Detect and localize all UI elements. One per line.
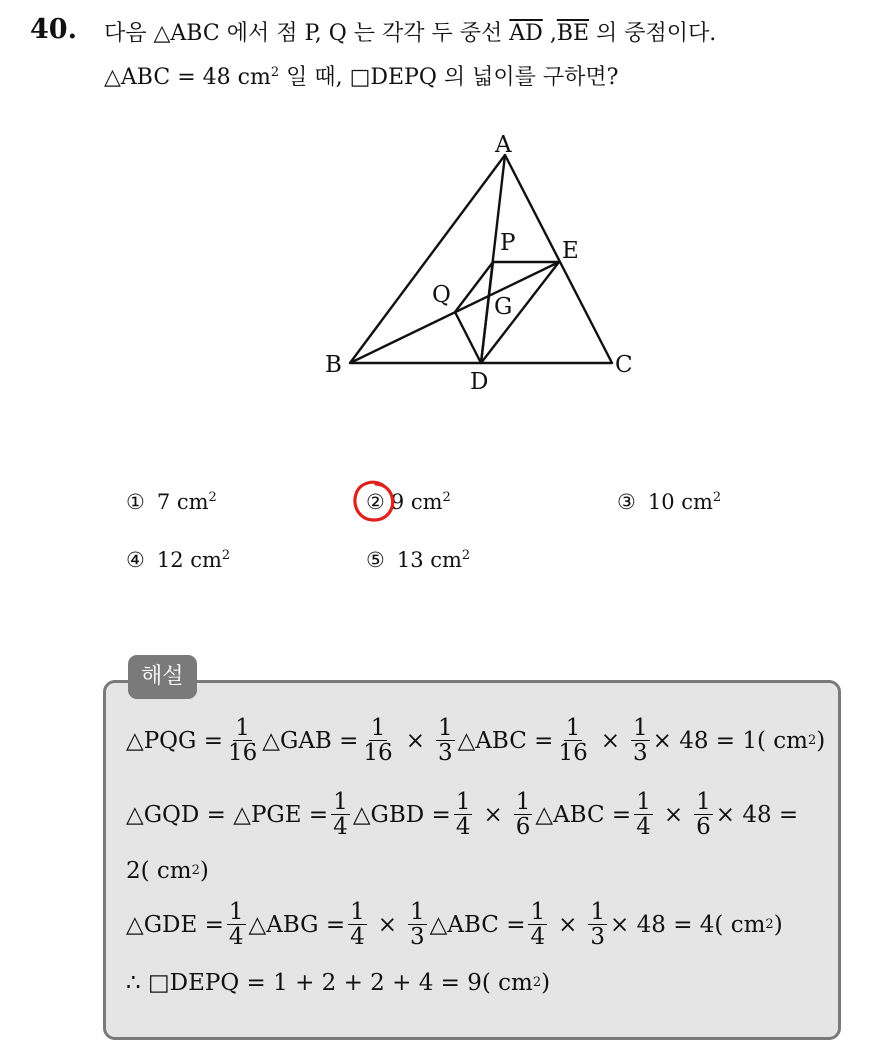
fraction [694,790,713,839]
choice-number: ① [126,490,145,514]
numerator: 1 [228,899,244,925]
numerator: 1 [590,899,606,925]
solution-conclusion: ∴ □DEPQ = 1 + 2 + 2 + 4 = 9( cm 2 ) [126,970,551,996]
times-sign: × [377,911,398,938]
superscript: 2 [442,490,451,505]
times-sign: × [405,727,425,754]
denominator: 3 [590,924,606,951]
numerator: 1 [515,789,531,815]
question-area-given: △ABC = 48 cm [104,65,271,90]
label-p: P [500,230,516,256]
choice-1[interactable] [126,490,217,514]
math-text: △GQD = △PGE = [126,801,329,828]
question-text-prefix: 다음 △ABC 에서 점 P, Q 는 각각 두 중선 [104,21,510,46]
segment-ad: $\overline{AD}$ [509,21,543,46]
choice-number: ③ [617,490,636,514]
math-text: ) [199,858,209,884]
math-text: 2( cm [126,858,192,884]
times-sign: × [558,911,578,938]
fraction [634,790,653,839]
superscript: 2 [270,65,280,80]
math-text: △GDE = [126,911,224,938]
denominator: 4 [530,924,546,951]
superscript: 2 [461,548,471,563]
choice-value: 7 cm [156,490,209,514]
superscript: 2 [208,490,217,505]
fraction [348,900,367,949]
denominator: 16 [227,740,258,767]
fraction [528,900,547,949]
fraction [408,900,427,949]
times-sign: × [483,801,503,828]
numerator: 1 [235,715,250,741]
label-b: B [325,352,342,378]
times-sign: × [600,727,620,754]
choice-5[interactable] [366,548,470,572]
fraction [227,900,246,949]
math-text: ) [816,727,826,754]
math-text: △ABG = [248,911,346,938]
choice-number: ② [366,490,385,514]
choice-value: 9 cm [390,490,443,514]
fraction [436,716,455,765]
denominator: 3 [410,924,425,951]
question-ask: 일 때, □DEPQ 의 넓이를 구하면? [279,65,619,90]
solution-line-4: △GDE = $\frac{1}{4}$ △ABG = $\frac{1}{4}$ × $\frac{1}{3}$ △ABC = $\frac{1}{4}$ × $\frac{1}{3}$ × 48 = 4( cm 2 ) [126,899,783,951]
math-text: × 48 = [715,801,799,828]
question-text-suffix: 의 중점이다. [589,21,717,46]
denominator: 6 [515,814,531,841]
label-c: C [615,352,633,378]
denominator: 3 [633,740,648,767]
fraction [361,716,394,765]
numerator: 1 [696,789,711,815]
math-text: × 48 = 4( cm [610,911,766,938]
segment-be: $\overline{BE}$ [556,21,590,46]
fraction [226,716,259,765]
label-a: A [495,132,512,158]
question-number: 40. [30,14,77,45]
answer-circle-mark [351,478,397,524]
denominator: 16 [363,740,393,767]
label-d: D [470,369,489,395]
solution-line-1: △PQG = $\frac{1}{16}$ △GAB = $\frac{1}{16}$ × $\frac{1}{3}$ △ABC = $\frac{1}{16}$ × $\frac{1}{3}$ × 48 = 1( cm 2 ) [126,715,826,767]
fraction [588,900,607,949]
numerator: 1 [350,899,365,925]
fraction [631,716,650,765]
choice-value: 10 cm [647,490,713,514]
math-text: △GAB = [262,727,359,754]
denominator: 4 [455,814,471,841]
math-text: △PQG = [126,727,223,754]
superscript: 2 [712,490,722,505]
solution-title: 해설 [128,655,197,699]
denominator: 3 [437,740,453,767]
denominator: 4 [333,814,348,841]
numerator: 1 [633,715,648,741]
times-sign: × [663,801,684,828]
numerator: 1 [370,715,386,741]
solution-line-2 [126,790,798,839]
fraction [514,790,533,839]
numerator: 1 [636,789,651,815]
denominator: 16 [558,740,588,767]
solution-line-3: 2( cm 2 ) [126,858,209,884]
choice-value: 12 cm [156,548,222,572]
numerator: 1 [530,899,546,925]
denominator: 4 [350,924,365,951]
fraction [331,790,350,839]
denominator: 4 [228,924,244,951]
denominator: 6 [696,814,711,841]
math-text: △GBD = [352,801,451,828]
math-text: △ABC = [535,801,632,828]
choice-number: ④ [126,548,145,572]
question-text-mid: , [542,21,557,46]
math-text: △ABC = [429,911,526,938]
math-text: ) [541,970,551,996]
math-text: △ABC = [457,727,554,754]
math-text: ∴ □DEPQ = 1 + 2 + 2 + 4 = 9( cm [126,970,533,996]
choice-4[interactable] [126,548,230,572]
numerator: 1 [565,715,581,741]
math-text: ) [773,911,783,938]
numerator: 1 [410,899,425,925]
numerator: 1 [455,789,471,815]
choice-value: 13 cm [396,548,462,572]
math-text: × 48 = 1( cm [652,727,808,754]
denominator: 4 [636,814,651,841]
superscript: 2 [221,548,231,563]
fraction [556,716,589,765]
choice-number: ⑤ [366,548,385,572]
numerator: 1 [333,789,348,815]
fraction [454,790,473,839]
numerator: 1 [437,715,453,741]
label-g: G [494,294,513,320]
label-q: Q [432,282,451,308]
label-e: E [562,238,579,264]
choice-3[interactable] [617,490,721,514]
